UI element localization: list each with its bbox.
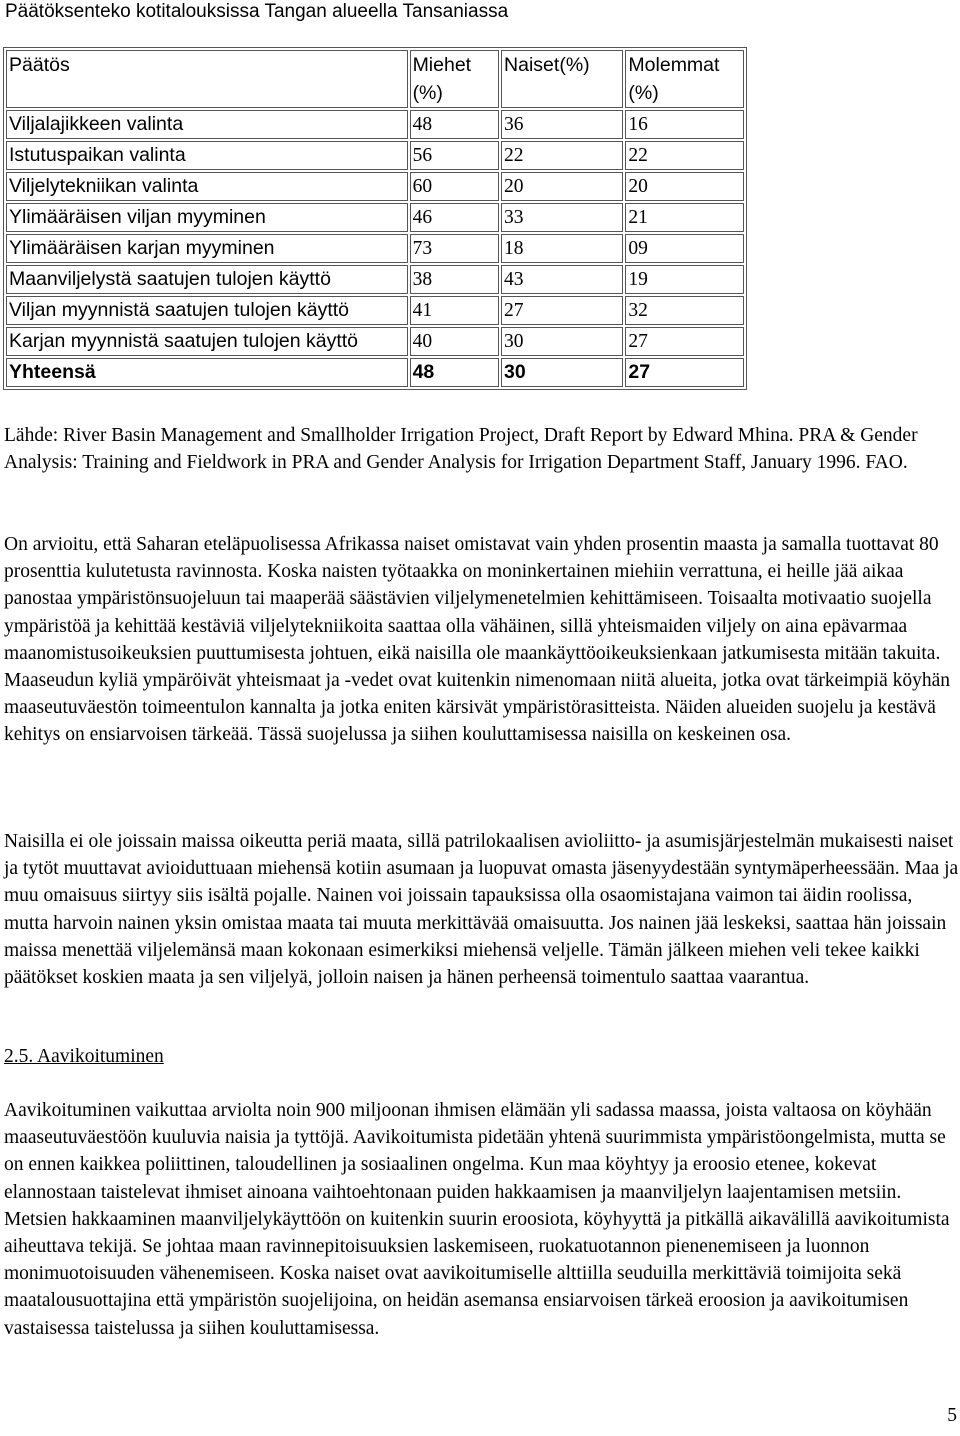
cell-women: 22: [501, 141, 623, 170]
paragraph-women-land: On arvioitu, että Saharan eteläpuolisessa Afrikassa naiset omistavat vain yhden prosentin maasta ja samalla tuottavat 80 prosenttia kulutetusta ravinnosta. Koska naisten työtaakka on moninkertainen miehiin verrattuna, ei heille jää aikaa panostaa ympäristönsuojeluun tai maaperää säästävien viljelymenetelmien kehittämiseen. Toisaalta motivaatio suojella ympäristöä ja kehittää kestäviä viljelytekniikoita saattaa olla vähäinen, sillä yhteismaiden viljely on aina epävarmaa maanomistusoikeuksien puuttumisesta johtuen, eikä naisilla ole maankäyttöoikeuksienkaan jatkumisesta mitään takuita. Maaseudun kyliä ympäröivät yhteismaat ja -vedet ovat kuitenkin nimenomaan niitä alueita, jotka ovat tärkeimpiä köyhän maaseutuväestön toimeentulon kannalta ja jotka eniten kärsivät ympäristörasitteista. Näiden alueiden suojelu ja kestävä kehitys on ensiarvoisen tärkeää. Tässä suojelussa ja siihen kouluttamisessa naisilla on keskeinen osa.: [4, 534, 951, 746]
cell-men: 73: [410, 234, 499, 263]
cell-men: 41: [410, 296, 499, 325]
cell-men: 56: [410, 141, 499, 170]
cell-men: 40: [410, 327, 499, 356]
decision-table: [3, 47, 747, 390]
table-row: [6, 110, 744, 139]
cell-women: 27: [501, 296, 623, 325]
cell-both: 19: [625, 265, 744, 294]
header-decision: Päätös: [6, 50, 408, 108]
table-row: [6, 296, 744, 325]
table-row: [6, 234, 744, 263]
cell-both: 16: [625, 110, 744, 139]
table-row: [6, 265, 744, 294]
row-label: Ylimääräisen viljan myyminen: [6, 203, 408, 232]
total-label: Yhteensä: [6, 358, 408, 387]
table-row: [6, 327, 744, 356]
row-label: Viljalajikkeen valinta: [6, 110, 408, 139]
cell-both: 27: [625, 327, 744, 356]
cell-women: 43: [501, 265, 623, 294]
cell-women: 18: [501, 234, 623, 263]
cell-both: 20: [625, 172, 744, 201]
table-row: [6, 172, 744, 201]
table-row: [6, 203, 744, 232]
paragraph-inheritance: Naisilla ei ole joissain maissa oikeutta periä maata, sillä patrilokaalisen avioliitto- ja asumisjärjestelmän mukaisesti naiset ja tytöt muuttavat avioiduttuaan miehensä kotiin asumaan ja luopuvat omasta jäsenyydestään syntymäperheessään. Maa ja muu omaisuus siirtyy siis isältä pojalle. Nainen voi joissain tapauksissa olla osaomistajana vaimon tai äidin roolissa, mutta harvoin nainen yksin omistaa maata tai muuta merkittävää omaisuutta. Jos nainen jää leskeksi, saattaa hän joissain maissa menettää viljelemänsä maan kokonaan esimerkiksi miehensä veljelle. Tämän jälkeen miehen veli tekee kaikki päätökset koskien maata ja sen viljelyä, jolloin naisen ja hänen perheensä toimentulo saattaa vaarantua.: [4, 831, 959, 989]
cell-both: 21: [625, 203, 744, 232]
header-women: Naiset(%): [501, 50, 623, 108]
row-label: Viljan myynnistä saatujen tulojen käyttö: [6, 296, 408, 325]
page-number: 5: [947, 1405, 957, 1426]
section-heading: 2.5. Aavikoituminen: [4, 1046, 164, 1067]
source-note: Lähde: River Basin Management and Smallholder Irrigation Project, Draft Report by Edward Mhina. PRA & Gender Analysis: Training and Fieldwork in PRA and Gender Analysis for Irrigation Department Staff, January 1996. FAO.: [4, 425, 918, 474]
cell-women: 36: [501, 110, 623, 139]
cell-men: 60: [410, 172, 499, 201]
page-title: Päätöksenteko kotitalouksissa Tangan alueella Tansaniassa: [5, 1, 509, 22]
header-both: Molemmat (%): [625, 50, 744, 108]
cell-both: 32: [625, 296, 744, 325]
cell-both: 22: [625, 141, 744, 170]
table-total-row: [6, 358, 744, 387]
paragraph-desertification: Aavikoituminen vaikuttaa arviolta noin 900 miljoonan ihmisen elämään yli sadassa maassa, joista valtaosa on köyhään maaseutuväestöön kuuluvia naisia ja tyttöjä. Aavikoitumista pidetään yhtenä suurimmista ympäristöongelmista, mutta se on ennen kaikkea poliittinen, taloudellinen ja sosiaalinen ongelma. Kun maa köyhtyy ja eroosio etenee, kokevat elannostaan taistelevat ihmiset ainoana vaihtoehtonaan puiden hakkaamisen ja maanviljelyn laajentamisen metsiin. Metsien hakkaaminen maanviljelykäyttöön on kuitenkin suurin eroosiota, köyhyyttä ja pitkällä aikavälillä aavikoitumista aiheuttava tekijä. Se johtaa maan ravinnepitoisuuksien laskemiseen, ruokatuotannon pienenemiseen ja luonnon monimuotoisuuden vähenemiseen. Koska naiset ovat aavikoitumiselle alttiilla seuduilla merkittäviä toimijoita sekä maatalousuottajina että ympäristön suojelijoina, on heidän asemansa ensiarvoisen tärkeä eroosion ja aavikoitumisen vastaisessa taistelussa ja siihen kouluttamisessa.: [4, 1100, 950, 1339]
cell-women: 30: [501, 327, 623, 356]
cell-men: 38: [410, 265, 499, 294]
row-label: Viljelytekniikan valinta: [6, 172, 408, 201]
cell-men: 48: [410, 110, 499, 139]
row-label: Ylimääräisen karjan myyminen: [6, 234, 408, 263]
cell-men: 46: [410, 203, 499, 232]
total-men: 48: [410, 358, 499, 387]
total-women: 30: [501, 358, 623, 387]
row-label: Karjan myynnistä saatujen tulojen käyttö: [6, 327, 408, 356]
total-both: 27: [625, 358, 744, 387]
row-label: Istutuspaikan valinta: [6, 141, 408, 170]
row-label: Maanviljelystä saatujen tulojen käyttö: [6, 265, 408, 294]
cell-women: 20: [501, 172, 623, 201]
table-row: [6, 141, 744, 170]
table-header-row: [6, 50, 744, 108]
cell-both: 09: [625, 234, 744, 263]
header-men: Miehet (%): [410, 50, 499, 108]
cell-women: 33: [501, 203, 623, 232]
